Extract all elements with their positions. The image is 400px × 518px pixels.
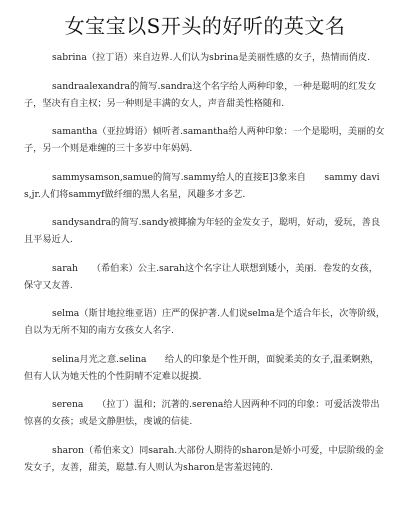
name-entry-selma: selma（斯甘地拉维亚语）庄严的保护著.人们说selma是个适合年长，次等阶级，自以为无所不知的南方女孩女人名字. bbox=[24, 308, 386, 336]
name-entry-selina: selina月光之意.selina 给人的印象是个性开朗，面貌柔美的女子,温柔婀熟，但有人认为她天性的个性阴晴不定难以捉摸. bbox=[24, 353, 380, 382]
name-entry-sammy: sammysamson,samue的简写.sammy给人的直接E]3象来自 sammy davis,jr.人们将sammyf做纤细的黑人名星，风趣多才多艺. bbox=[24, 171, 380, 200]
page-title: 女宝宝以S开头的好听的英文名 bbox=[64, 14, 346, 38]
name-entry-serena: serena （拉丁）温和；沉著的.serena给人因两种不同的印象：可爱活泼带出惊喜的女孩；或是文静胆怯，虔诚的信徒. bbox=[24, 399, 380, 427]
name-entry-sandy: sandysandra的简写.sandy被揶揄为年轻的金发女子，聪明，好动，爱玩，善良且平易近人. bbox=[24, 217, 381, 245]
name-entry-sandra: sandraalexandra的简写.sandra这个名字给人两种印象，一种是聪明的红发女子，坚决有自主权；另一种则是丰满的女人，声音甜美性格随和. bbox=[24, 80, 377, 109]
name-entry-samantha: samantha（亚拉姆语）倾听者.samantha给人两种印象：一个是聪明，美丽的女子，另一个则是难缠的三十多岁中年妈妈. bbox=[24, 126, 385, 154]
name-entry-sarah: sarah （希伯来）公主.sarah这个名字让人联想到矮小，美丽．卷发的女孩，保守又友善. bbox=[24, 262, 378, 291]
name-entry-sabrina: sabrina（拉丁语）来自边界.人们认为sbrina是美丽性感的女子，热情而俏皮. bbox=[52, 52, 371, 63]
name-entry-sharon: sharon（希伯来文）同sarah.大部份人期待的sharon是娇小可爱，中层阶级的金发女子，友善，甜美，聪慧.有人则认为sharon是害羞迟钝的. bbox=[24, 444, 384, 473]
